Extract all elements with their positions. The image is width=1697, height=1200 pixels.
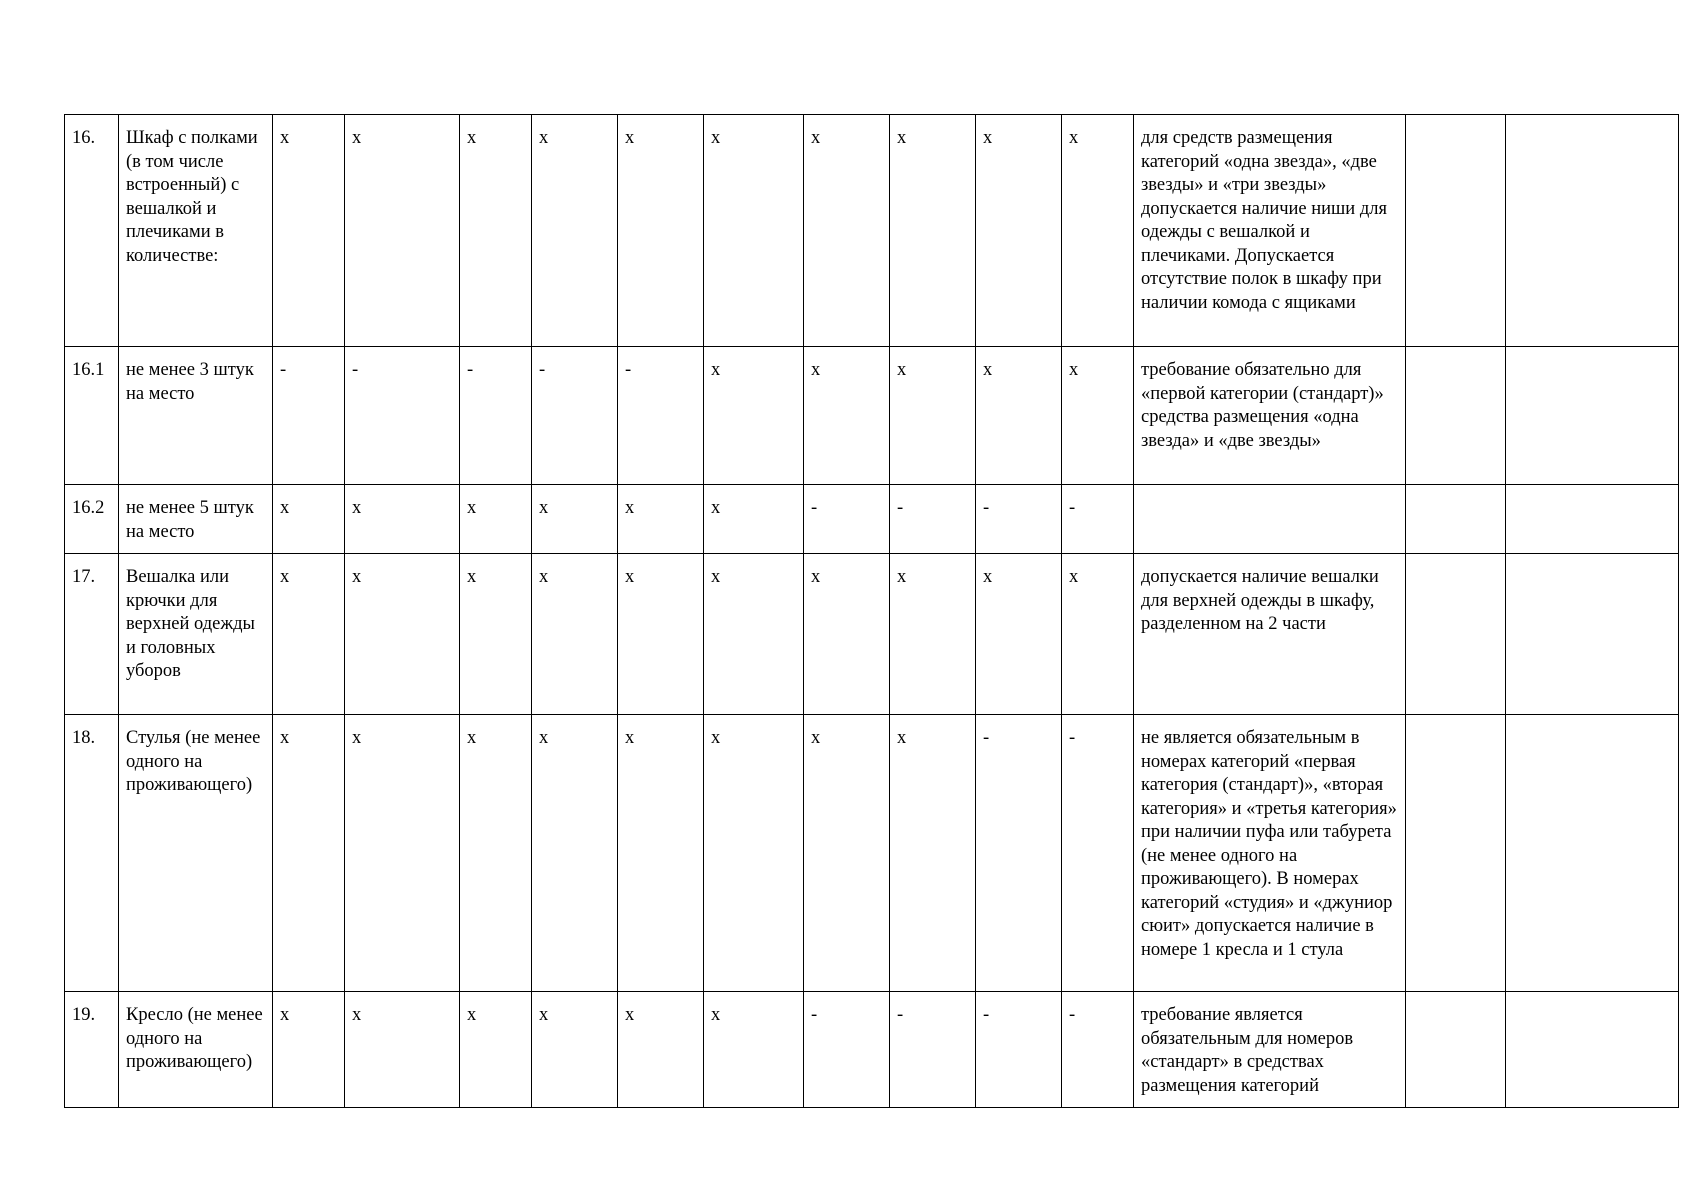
empty-cell (1406, 485, 1506, 554)
category-mark: x (890, 715, 976, 992)
category-mark: x (345, 485, 460, 554)
requirements-table (64, 114, 1679, 1108)
category-mark: x (618, 554, 704, 715)
category-mark: - (890, 485, 976, 554)
category-mark: x (976, 347, 1062, 485)
table-row (65, 347, 1679, 485)
table-row (65, 115, 1679, 347)
requirement-name: не менее 3 штук на место (119, 347, 273, 485)
empty-cell (1406, 115, 1506, 347)
row-number: 16.2 (65, 485, 119, 554)
category-mark: - (1062, 715, 1134, 992)
empty-cell (1506, 347, 1679, 485)
category-mark: x (804, 554, 890, 715)
requirement-name: Шкаф с полками (в том числе встроенный) с вешалкой и плечиками в количестве: (119, 115, 273, 347)
category-mark: x (460, 115, 532, 347)
category-mark: x (1062, 115, 1134, 347)
category-mark: x (618, 992, 704, 1108)
category-mark: x (804, 115, 890, 347)
row-number: 16.1 (65, 347, 119, 485)
category-mark: x (704, 992, 804, 1108)
category-mark: x (532, 992, 618, 1108)
category-mark: - (618, 347, 704, 485)
empty-cell (1406, 715, 1506, 992)
category-mark: x (704, 485, 804, 554)
category-mark: x (618, 485, 704, 554)
category-mark: x (976, 554, 1062, 715)
category-mark: x (704, 347, 804, 485)
empty-cell (1506, 992, 1679, 1108)
requirement-name: не менее 5 штук на место (119, 485, 273, 554)
category-mark: x (890, 347, 976, 485)
category-mark: x (345, 715, 460, 992)
category-mark: x (460, 992, 532, 1108)
category-mark: - (804, 485, 890, 554)
category-mark: x (890, 554, 976, 715)
category-mark: x (976, 115, 1062, 347)
requirement-name: Вешалка или крючки для верхней одежды и головных уборов (119, 554, 273, 715)
requirement-name: Кресло (не менее одного на проживающего) (119, 992, 273, 1108)
empty-cell (1506, 715, 1679, 992)
category-mark: x (273, 992, 345, 1108)
requirement-note: для средств размещения категорий «одна звезда», «две звезды» и «три звезды» допускается наличие ниши для одежды с вешалкой и плечиками. Допускается отсутствие полок в шкафу при наличии комода с ящиками (1134, 115, 1406, 347)
category-mark: x (1062, 554, 1134, 715)
empty-cell (1406, 992, 1506, 1108)
requirement-note: допускается наличие вешалки для верхней одежды в шкафу, разделенном на 2 части (1134, 554, 1406, 715)
table-row (65, 554, 1679, 715)
category-mark: x (460, 485, 532, 554)
category-mark: x (532, 554, 618, 715)
category-mark: x (460, 554, 532, 715)
category-mark: - (345, 347, 460, 485)
category-mark: - (532, 347, 618, 485)
category-mark: x (704, 115, 804, 347)
category-mark: x (704, 554, 804, 715)
category-mark: - (273, 347, 345, 485)
category-mark: - (976, 485, 1062, 554)
category-mark: x (532, 485, 618, 554)
category-mark: - (976, 715, 1062, 992)
table-row (65, 715, 1679, 992)
category-mark: x (618, 715, 704, 992)
category-mark: - (804, 992, 890, 1108)
category-mark: x (345, 554, 460, 715)
requirement-note: требование является обязательным для номеров «стандарт» в средствах размещения категорий (1134, 992, 1406, 1108)
category-mark: - (890, 992, 976, 1108)
category-mark: x (273, 115, 345, 347)
category-mark: x (532, 715, 618, 992)
table-row (65, 485, 1679, 554)
category-mark: - (976, 992, 1062, 1108)
category-mark: x (345, 115, 460, 347)
category-mark: x (345, 992, 460, 1108)
row-number: 16. (65, 115, 119, 347)
category-mark: x (460, 715, 532, 992)
category-mark: x (273, 485, 345, 554)
category-mark: x (804, 715, 890, 992)
row-number: 19. (65, 992, 119, 1108)
row-number: 18. (65, 715, 119, 992)
category-mark: - (1062, 485, 1134, 554)
requirement-note: не является обязательным в номерах категорий «первая категория (стандарт)», «вторая категория» и «третья категория» при наличии пуфа или табурета (не менее одного на проживающего). В номерах категорий «студия» и «джуниор сюит» допускается наличие в номере 1 кресла и 1 стула (1134, 715, 1406, 992)
table-row (65, 992, 1679, 1108)
category-mark: - (460, 347, 532, 485)
category-mark: x (704, 715, 804, 992)
empty-cell (1406, 347, 1506, 485)
empty-cell (1506, 554, 1679, 715)
category-mark: x (804, 347, 890, 485)
requirement-note: требование обязательно для «первой категории (стандарт)» средства размещения «одна звезда» и «две звезды» (1134, 347, 1406, 485)
category-mark: x (532, 115, 618, 347)
category-mark: x (618, 115, 704, 347)
requirement-note (1134, 485, 1406, 554)
empty-cell (1506, 115, 1679, 347)
empty-cell (1506, 485, 1679, 554)
category-mark: x (273, 554, 345, 715)
category-mark: - (1062, 992, 1134, 1108)
row-number: 17. (65, 554, 119, 715)
requirement-name: Стулья (не менее одного на проживающего) (119, 715, 273, 992)
category-mark: x (273, 715, 345, 992)
category-mark: x (1062, 347, 1134, 485)
category-mark: x (890, 115, 976, 347)
empty-cell (1406, 554, 1506, 715)
